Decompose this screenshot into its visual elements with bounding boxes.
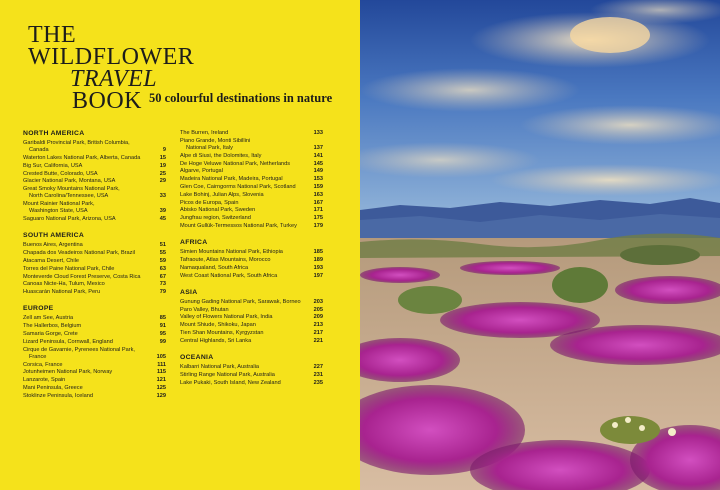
entry-page-number: 125 [156, 384, 166, 391]
contents-entry [180, 184, 323, 191]
entry-destination: Alpe di Siusi, the Dolomites, Italy [180, 152, 262, 159]
entry-destination: Corsica, France [23, 361, 63, 368]
entry-destination: Garibaldi Provincial Park, British Columbia, [23, 140, 130, 146]
contents-section-oceania [180, 354, 323, 387]
entry-destination: Atacama Desert, Chile [23, 257, 79, 264]
entry-destination: Mount Shiude, Shikoku, Japan [180, 322, 256, 329]
contents-entry [23, 385, 166, 392]
entry-page-number: 79 [159, 289, 166, 296]
entry-destination: Mount Rainier National Park, [23, 201, 95, 208]
contents-section-asia [180, 289, 323, 345]
contents-entry [23, 171, 166, 178]
entry-destination: Jotunheimen National Park, Norway [23, 369, 113, 376]
contents-entry [23, 258, 166, 265]
entry-destination-continued: North Carolina/Tennessee, USA [29, 193, 109, 200]
contents-entry [23, 331, 166, 338]
contents-entry [180, 380, 323, 387]
entry-page-number: 19 [159, 162, 166, 169]
contents-entry [23, 289, 166, 296]
entry-page-number: 221 [313, 337, 323, 344]
entry-page-number: 193 [313, 264, 323, 271]
entry-page-number: 149 [313, 168, 323, 175]
entry-page-number: 39 [159, 208, 166, 215]
entry-page-number: 129 [156, 392, 166, 399]
entry-destination: Lake Bohinj, Julian Alps, Slovenia [180, 191, 264, 198]
section-heading: OCEANIA [180, 353, 214, 361]
entry-destination-continued: France [29, 353, 47, 360]
entry-page-number: 63 [159, 265, 166, 272]
entry-destination: Piano Grande, Monti Sibillini [180, 137, 251, 144]
entry-destination: Central Highlands, Sri Lanka [180, 337, 252, 344]
entry-destination: Huascarán National Park, Peru [23, 289, 101, 296]
contents-entry [180, 168, 323, 175]
entry-page-number: 85 [159, 315, 166, 322]
entry-page-number: 73 [159, 281, 166, 288]
contents-entry [23, 323, 166, 330]
contents-entry [180, 273, 323, 280]
entry-destination: The Hallerbos, Belgium [23, 323, 82, 330]
contents-entry [180, 161, 323, 168]
section-heading: EUROPE [23, 305, 54, 313]
entry-page-number: 159 [313, 183, 323, 190]
contents-entry [180, 200, 323, 207]
entry-page-number: 33 [159, 193, 166, 200]
contents-entry [23, 216, 166, 223]
entry-page-number: 25 [159, 170, 166, 177]
entry-page-number: 59 [159, 257, 166, 264]
entry-page-number: 171 [313, 207, 323, 214]
section-heading: ASIA [180, 288, 198, 296]
entry-destination: Jungfrau region, Switzerland [180, 215, 251, 222]
title-line-wildflower: WILDFLOWER [28, 44, 195, 70]
book-subtitle: 50 colourful destinations in nature [149, 91, 333, 105]
entry-page-number: 115 [156, 369, 166, 376]
entry-page-number: 235 [313, 379, 323, 386]
entry-destination: Torres del Paine National Park, Chile [23, 265, 115, 272]
section-heading: AFRICA [180, 239, 208, 247]
entry-page-number: 185 [313, 249, 323, 256]
entry-page-number: 133 [313, 130, 323, 136]
title-line-travel: TRAVEL [70, 66, 158, 92]
entry-page-number: 217 [313, 329, 323, 336]
contents-entry [23, 393, 166, 400]
entry-destination-continued: Canada [29, 147, 49, 154]
entry-destination: Big Sur, California, USA [23, 162, 83, 169]
contents-entry [23, 377, 166, 384]
contents-entry [180, 130, 323, 137]
entry-page-number: 203 [313, 298, 323, 305]
contents-entry [180, 249, 323, 256]
contents-entry [23, 315, 166, 322]
contents-entry [180, 372, 323, 379]
entry-page-number: 213 [313, 322, 323, 329]
contents-entry [180, 265, 323, 272]
wildflower-photo [360, 0, 720, 490]
entry-destination: Chapada dos Veadeiros National Park, Brazil [23, 250, 135, 257]
entry-destination: Kalbarri National Park, Australia [180, 363, 259, 370]
entry-destination: Lake Pukaki, South Island, New Zealand [180, 379, 281, 386]
contents-entry [180, 314, 323, 321]
contents-entry [180, 338, 323, 345]
entry-destination: Great Smoky Mountains National Park, [23, 186, 120, 193]
entry-page-number: 105 [156, 353, 166, 360]
contents-entry [180, 207, 323, 214]
entry-destination: Algarve, Portugal [180, 168, 223, 175]
entry-page-number: 167 [313, 199, 323, 206]
entry-page-number: 163 [313, 191, 323, 198]
entry-page-number: 91 [159, 323, 166, 330]
entry-destination: Simien Mountains National Park, Ethiopia [180, 249, 283, 256]
title-line-book: BOOK [72, 88, 143, 114]
entry-destination: Samaria Gorge, Crete [23, 330, 78, 337]
contents-entry [180, 223, 323, 230]
entry-destination: Monteverde Cloud Forest Preserve, Costa Rica [23, 273, 141, 280]
entry-page-number: 189 [313, 256, 323, 263]
entry-page-number: 141 [313, 152, 323, 159]
entry-destination: Canoas Nicte-Ha, Tulum, Mexico [23, 281, 105, 288]
contents-entry [23, 250, 166, 257]
entry-destination: Crested Butte, Colorado, USA [23, 170, 98, 177]
entry-destination: Waterton Lakes National Park, Alberta, Canada [23, 155, 141, 161]
entry-page-number: 231 [313, 371, 323, 378]
entry-page-number: 67 [159, 273, 166, 280]
entry-destination: Tafraoute, Atlas Mountains, Morocco [180, 256, 271, 263]
contents-entry [180, 257, 323, 264]
entry-destination: Namaqualand, South Africa [180, 264, 249, 271]
contents-entry [180, 138, 323, 152]
entry-page-number: 209 [313, 314, 323, 321]
entry-page-number: 45 [159, 216, 166, 223]
contents-entry [23, 347, 166, 361]
contents-entry [23, 242, 166, 249]
entry-destination: Gunung Gading National Park, Sarawak, Borneo [180, 298, 301, 305]
entry-destination: Paro Valley, Bhutan [180, 306, 229, 313]
contents-entry [23, 178, 166, 185]
entry-page-number: 205 [313, 306, 323, 313]
contents-entry [180, 299, 323, 306]
entry-destination: Lanzarote, Spain [23, 377, 66, 384]
contents-entry [23, 155, 166, 162]
entry-page-number: 145 [313, 160, 323, 167]
contents-entry [23, 186, 166, 200]
entry-destination: Buenos Aires, Argentina [23, 242, 83, 249]
entry-page-number: 29 [159, 178, 166, 185]
entry-destination: Glen Coe, Cairngorms National Park, Scotland [180, 183, 296, 190]
entry-page-number: 153 [313, 176, 323, 183]
contents-entry [23, 339, 166, 346]
entry-destination: Tien Shan Mountains, Kyrgyzstan [180, 329, 264, 336]
entry-page-number: 179 [313, 222, 323, 229]
entry-destination: Madeira National Park, Madeira, Portugal [180, 176, 283, 183]
entry-destination: Abisko National Park, Sweden [180, 207, 256, 214]
entry-page-number: 137 [313, 145, 323, 151]
entry-destination: Zell am See, Austria [23, 315, 74, 322]
contents-entry [23, 281, 166, 288]
contents-entry [23, 140, 166, 154]
contents-entry [23, 201, 166, 215]
section-heading: SOUTH AMERICA [23, 232, 85, 240]
entry-destination: West Coast National Park, South Africa [180, 272, 278, 279]
contents-column-right [180, 130, 323, 396]
entry-page-number: 121 [156, 377, 166, 384]
contents-entry [180, 215, 323, 222]
entry-destination: Saguaro National Park, Arizona, USA [23, 216, 116, 223]
entry-page-number: 15 [159, 155, 166, 161]
entry-destination: Picos de Europa, Spain [180, 199, 239, 206]
entry-destination: Lizard Peninsula, Cornwall, England [23, 338, 113, 345]
entry-destination: Cirque de Gavarnie, Pyrenees National Park, [23, 346, 135, 353]
contents-entry [180, 192, 323, 199]
contents-section-africa [180, 239, 323, 280]
entry-page-number: 227 [313, 363, 323, 370]
entry-page-number: 55 [159, 250, 166, 257]
entry-destination: Valley of Flowers National Park, India [180, 314, 273, 321]
contents-entry [23, 369, 166, 376]
contents-column-left [23, 130, 166, 409]
desert-verbena-landscape-image [360, 0, 720, 490]
title-line-the: THE [28, 22, 77, 48]
entry-destination: Stoklinze Peninsula, Iceland [23, 392, 93, 399]
entry-destination-continued: Washington State, USA [29, 208, 88, 215]
contents-entry [23, 266, 166, 273]
entry-destination: Glacier National Park, Montana, USA [23, 178, 116, 185]
contents-entry [180, 307, 323, 314]
contents-entry [180, 176, 323, 183]
entry-page-number: 51 [159, 242, 166, 249]
contents-entry [23, 274, 166, 281]
entry-destination: Mani Peninsula, Greece [23, 384, 83, 391]
entry-page-number: 175 [313, 215, 323, 222]
entry-page-number: 9 [162, 147, 166, 154]
entry-destination: Stirling Range National Park, Australia [180, 371, 275, 378]
entry-destination: Mount Gullük-Termessos National Park, Turkey [180, 222, 297, 229]
entry-page-number: 197 [313, 272, 323, 279]
section-heading: NORTH AMERICA [23, 130, 85, 137]
entry-page-number: 111 [157, 361, 166, 368]
contents-section-europe [23, 305, 166, 400]
contents-section-north-america [23, 130, 166, 223]
entry-destination-continued: National Park, Italy [186, 145, 233, 151]
contents-entry [180, 364, 323, 371]
contents-entry [23, 362, 166, 369]
entry-page-number: 95 [159, 330, 166, 337]
contents-section-south-america [23, 232, 166, 296]
contents-entry [180, 153, 323, 160]
contents-entry [180, 322, 323, 329]
contents-section-continued [180, 130, 323, 230]
entry-page-number: 99 [159, 338, 166, 345]
entry-destination: The Burren, Ireland [180, 130, 229, 136]
contents-entry [180, 330, 323, 337]
entry-destination: De Hoge Veluwe National Park, Netherlands [180, 160, 291, 167]
contents-entry [23, 163, 166, 170]
